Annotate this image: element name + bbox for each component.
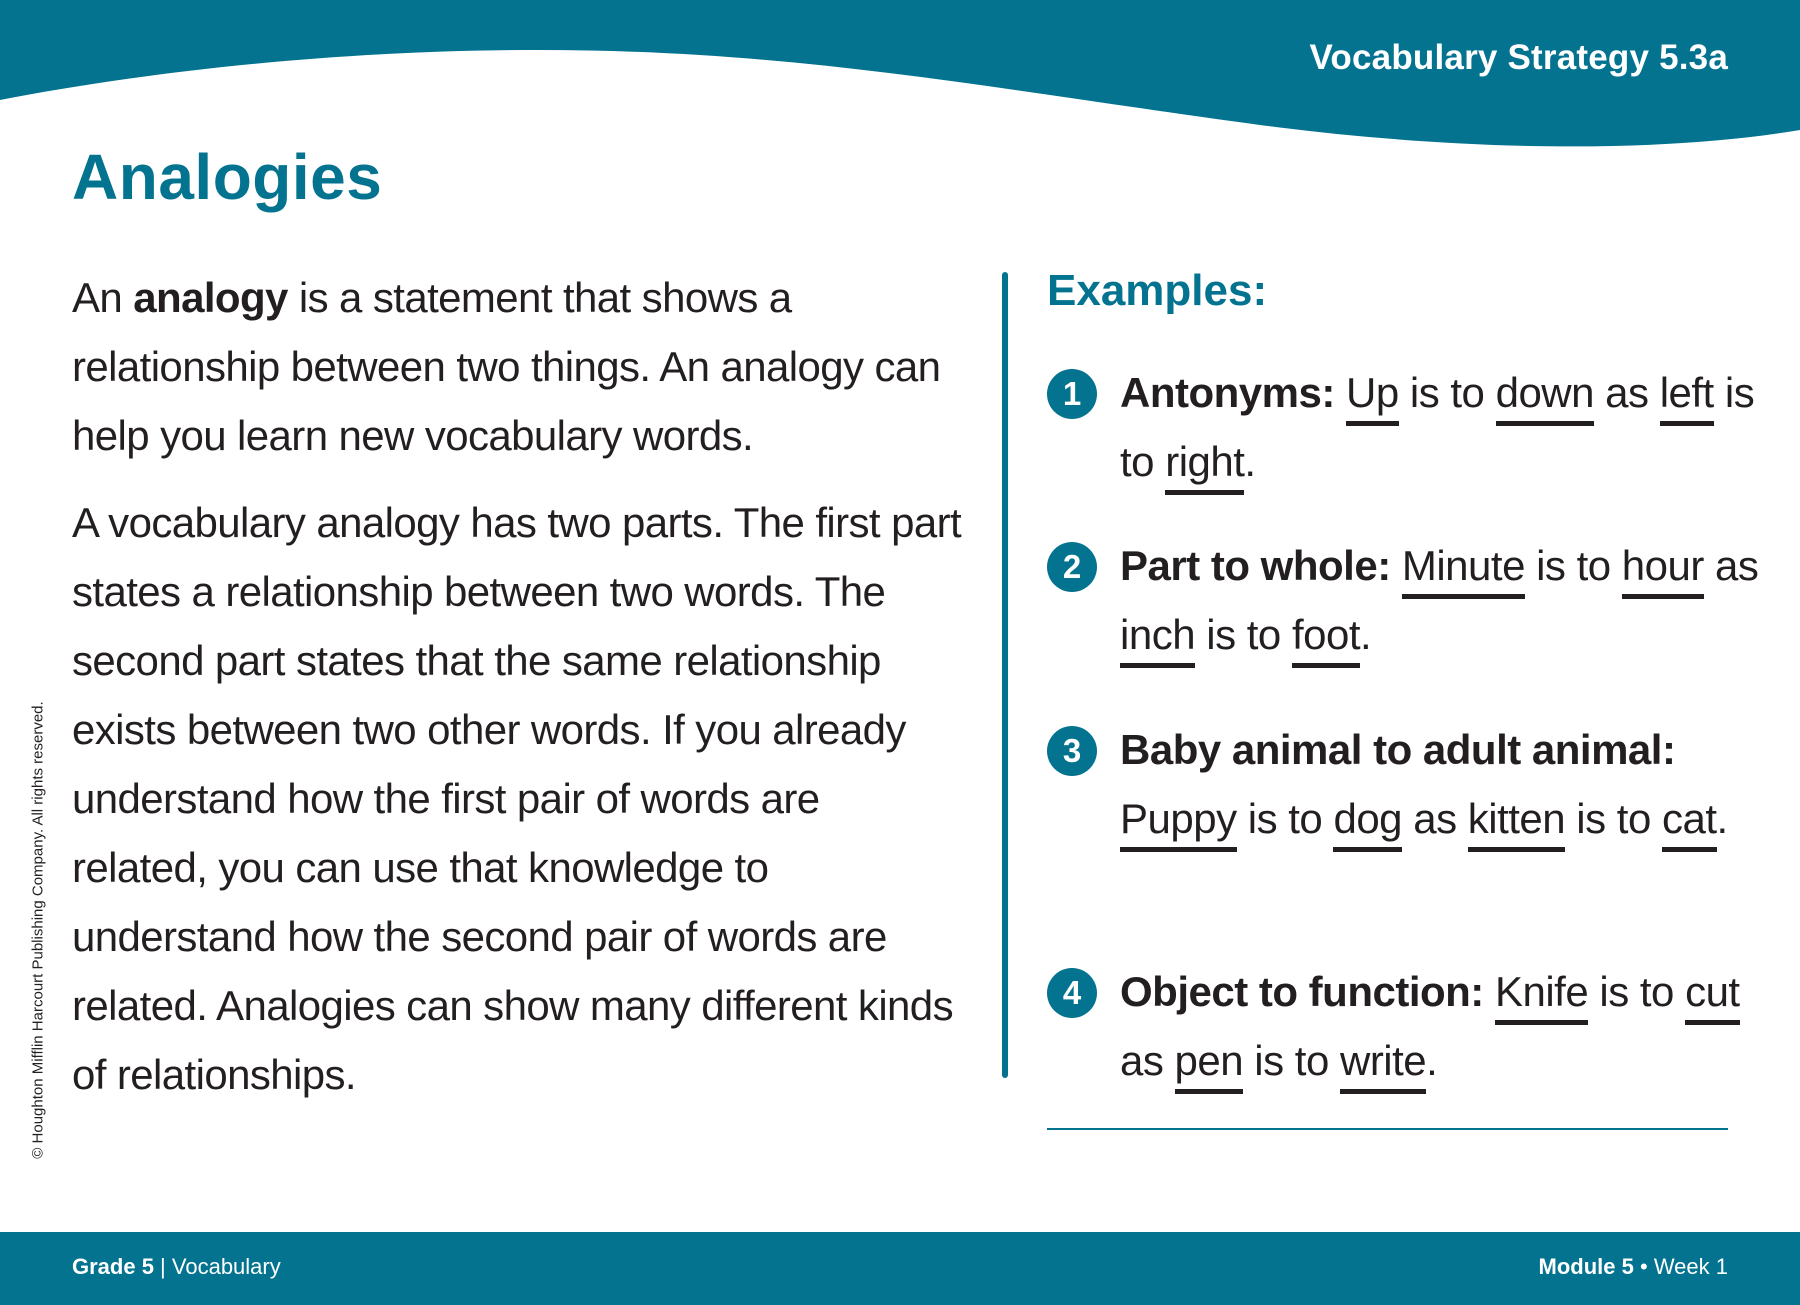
example-sentence: [1120, 957, 1780, 1095]
footer-separator: |: [153, 1254, 172, 1279]
footer-grade: Grade 5: [72, 1254, 154, 1279]
connector-text: is to: [1565, 795, 1663, 842]
underlined-word: inch: [1120, 611, 1195, 668]
example-label: Baby animal to adult animal:: [1120, 726, 1676, 773]
connector-text: is to: [1524, 542, 1622, 589]
footer-right: [1539, 1254, 1728, 1280]
strategy-label: Vocabulary Strategy 5.3a: [1309, 38, 1728, 77]
connector-text: .: [1244, 438, 1256, 485]
example-number-badge: 3: [1047, 726, 1097, 776]
connector-text: is to: [1236, 795, 1334, 842]
copyright-notice: © Houghton Mifflin Harcourt Publishing Company. All rights reserved.: [29, 701, 47, 1159]
connector-text: as: [1594, 369, 1660, 416]
connector-text: is to: [1243, 1037, 1340, 1084]
example-label: Antonyms:: [1120, 369, 1335, 416]
underlined-word: foot: [1292, 611, 1360, 668]
underlined-word: dog: [1333, 795, 1402, 852]
intro-text-rest: is a statement that shows a relationship between two things. An analogy can help you learn new vocabulary words.: [72, 274, 941, 459]
underlined-word: cat: [1662, 795, 1717, 852]
example-label: Object to function:: [1120, 968, 1484, 1015]
underlined-word: left: [1660, 369, 1714, 426]
example-label: Part to whole:: [1120, 542, 1391, 589]
underlined-word: hour: [1622, 542, 1704, 599]
footer-bar: [0, 1232, 1800, 1305]
connector-text: as: [1703, 542, 1759, 589]
examples-bottom-rule: [1047, 1128, 1728, 1130]
connector-text: is to: [1398, 369, 1496, 416]
intro-paragraph-2: A vocabulary analogy has two parts. The first part states a relationship between two words. The second part states that the same relationship exists between two other words. If you already understand how the first pair of words are related, you can use that knowledge to understand how the second pair of words are related. Analogies can show many different kinds of relationships.: [72, 499, 962, 1098]
example-sentence: [1120, 358, 1780, 496]
header-wave-band: [0, 0, 1800, 160]
underlined-word: Knife: [1495, 968, 1588, 1025]
underlined-word: write: [1340, 1037, 1426, 1094]
underlined-word: cut: [1685, 968, 1740, 1025]
example-number-badge: 4: [1047, 968, 1097, 1018]
column-divider: [1002, 272, 1008, 1078]
underlined-word: right: [1165, 438, 1244, 495]
underlined-word: Up: [1346, 369, 1399, 426]
connector-text: is to: [1120, 369, 1755, 485]
key-term: analogy: [133, 274, 288, 321]
example-sentence: [1120, 531, 1780, 669]
footer-week: Week 1: [1653, 1254, 1728, 1279]
underlined-word: Puppy: [1120, 795, 1237, 852]
example-sentence: [1120, 715, 1780, 853]
underlined-word: kitten: [1468, 795, 1565, 852]
footer-module: Module 5: [1538, 1254, 1634, 1279]
footer-left: [72, 1254, 281, 1280]
connector-text: as: [1120, 1037, 1175, 1084]
intro-text-lead: An: [72, 274, 134, 321]
example-number-badge: 2: [1047, 542, 1097, 592]
connector-text: is to: [1588, 968, 1686, 1015]
connector-text: is to: [1195, 611, 1292, 658]
connector-text: .: [1426, 1037, 1438, 1084]
footer-bullet: •: [1633, 1254, 1654, 1279]
underlined-word: down: [1496, 369, 1594, 426]
example-number-badge: 1: [1047, 369, 1097, 419]
footer-subject: Vocabulary: [171, 1254, 281, 1279]
underlined-word: Minute: [1402, 542, 1525, 599]
connector-text: .: [1360, 611, 1372, 658]
page-title: Analogies: [72, 141, 383, 213]
connector-text: .: [1716, 795, 1728, 842]
examples-heading: Examples:: [1047, 266, 1268, 315]
intro-text: [72, 263, 962, 1109]
underlined-word: pen: [1175, 1037, 1244, 1094]
intro-paragraph-1: [72, 263, 962, 470]
connector-text: as: [1402, 795, 1468, 842]
